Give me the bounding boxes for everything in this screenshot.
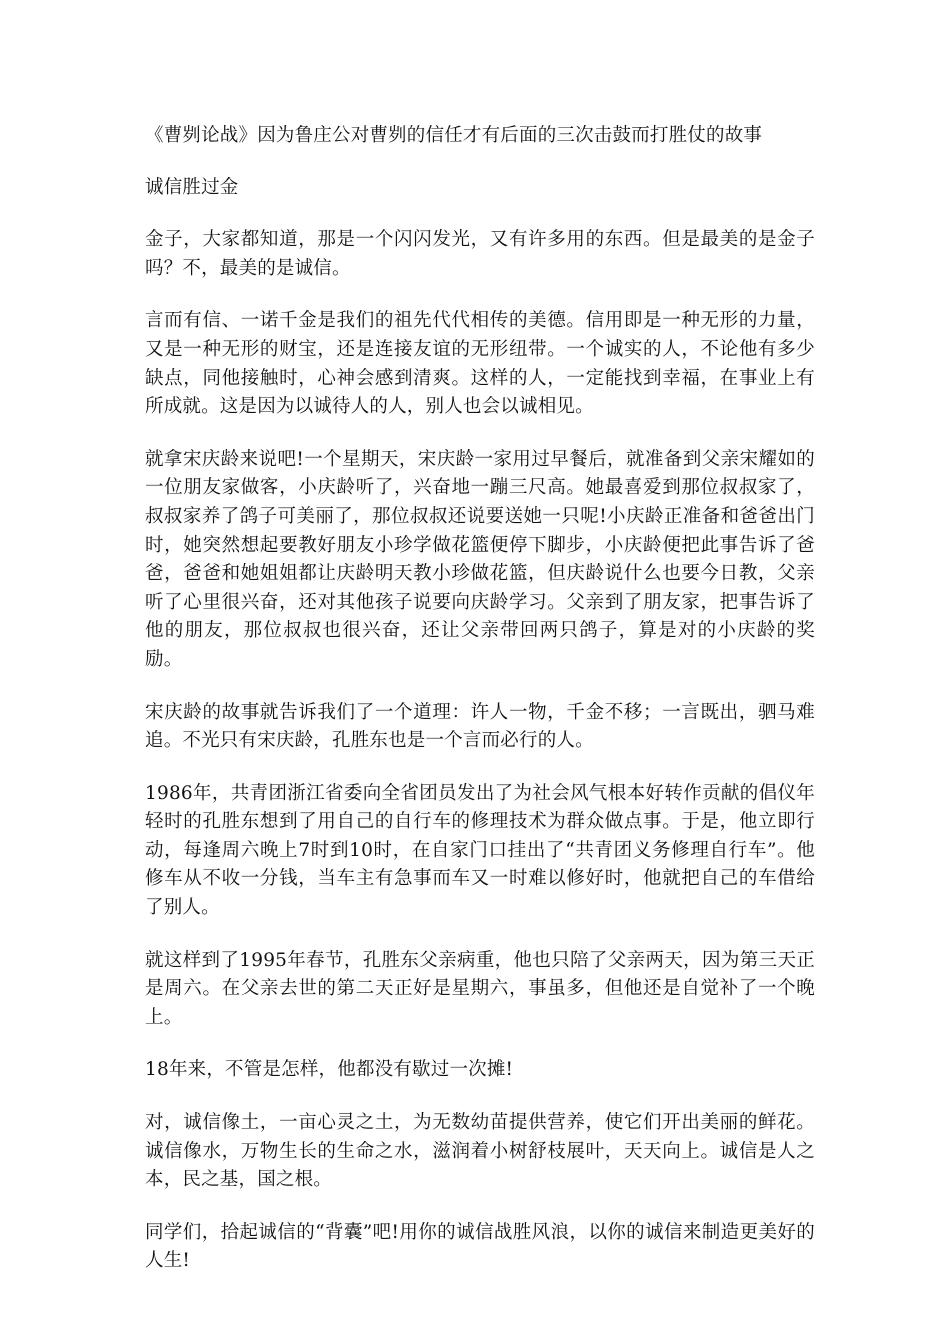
- paragraph-song-qingling-story: 就拿宋庆龄来说吧!一个星期天，宋庆龄一家用过早餐后，就准备到父亲宋耀如的一位朋友家做客，小庆龄听了，兴奋地一蹦三尺高。她最喜爱到那位叔叔家了，叔叔家养了鸽子可美丽了，那位叔叔还说要送她一只呢!小庆龄正准备和爸爸出门时，她突然想起要教好朋友小珍学做花篮便停下脚步，小庆龄便把此事告诉了爸爸，爸爸和她姐姐都让庆龄明天教小珍做花篮，但庆龄说什么也要今日教，父亲听了心里很兴奋，还对其他孩子说要向庆龄学习。父亲到了朋友家，把事告诉了他的朋友，那位叔叔也很兴奋，还让父亲带回两只鸽子，算是对的小庆龄的奖励。: [145, 448, 815, 670]
- paragraph-kong-shengdong: 1986年，共青团浙江省委向全省团员发出了为社会风气根本好转作贡献的倡仪年轻时的孔胜东想到了用自己的自行车的修理技术为群众做点事。于是，他立即行动，每逢周六晚上7时到10时，在自家门口挂出了“共青团义务修理自行车”。他修车从不收一分钱，当车主有急事而车又一时难以修好时，他就把自己的车借给了别人。: [145, 782, 815, 919]
- paragraph-metaphor: 对，诚信像土，一亩心灵之土，为无数幼苗提供营养，使它们开出美丽的鲜花。诚信像水，万物生长的生命之水，滋润着小树舒枝展叶，天天向上。诚信是人之本，民之基，国之根。: [145, 1112, 815, 1191]
- paragraph-1995: 就这样到了1995年春节，孔胜东父亲病重，他也只陪了父亲两天，因为第三天正是周六。在父亲去世的第二天正好是星期六，事虽多，但他还是自觉补了一个晚上。: [145, 949, 815, 1028]
- document-body: [145, 122, 815, 1300]
- paragraph-lesson: 宋庆龄的故事就告诉我们了一个道理：许人一物，千金不移；一言既出，驷马难追。不光只有宋庆龄，孔胜东也是一个言而必行的人。: [145, 701, 815, 752]
- paragraph-gold-intro: 金子，大家都知道，那是一个闪闪发光，又有许多用的东西。但是最美的是金子吗？不，最美的是诚信。: [145, 229, 815, 279]
- paragraph-virtue: 言而有信、一诺千金是我们的祖先代代相传的美德。信用即是一种无形的力量，又是一种无形的财宝，还是连接友谊的无形纽带。一个诚实的人，不论他有多少缺点，同他接触时，心神会感到清爽。这样的人，一定能找到幸福，在事业上有所成就。这是因为以诚待人的人，别人也会以诚相见。: [145, 310, 815, 418]
- paragraph-conclusion: 同学们，拾起诚信的“背囊”吧!用你的诚信战胜风浪，以你的诚信来制造更美好的人生!: [145, 1221, 815, 1272]
- document-subtitle: 诚信胜过金: [145, 176, 239, 198]
- document-title: 《曹刿论战》因为鲁庄公对曹刿的信任才有后面的三次击鼓而打胜仗的故事: [145, 125, 763, 146]
- paragraph-18-years: 18年来，不管是怎样，他都没有歇过一次摊!: [145, 1059, 514, 1081]
